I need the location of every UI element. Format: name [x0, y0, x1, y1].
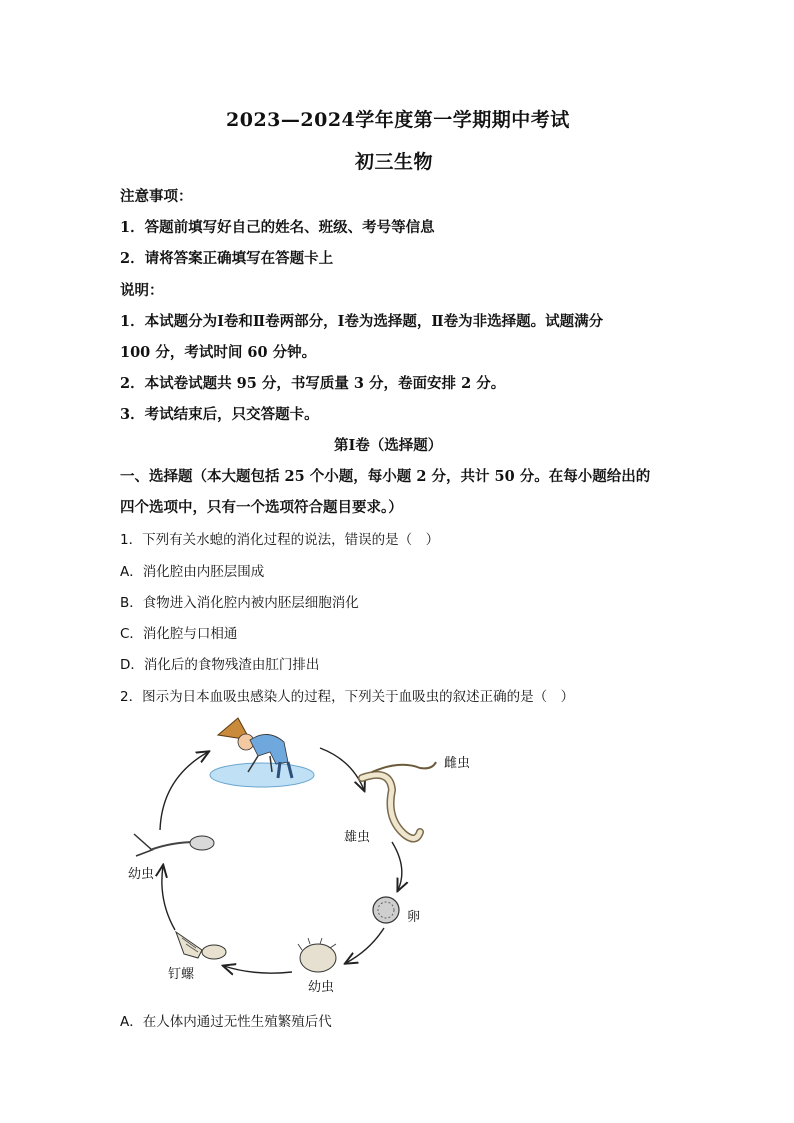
- farmer-in-water-illustration: [210, 718, 314, 787]
- explain-line: 100 分，考试时间 60 分钟。: [120, 344, 317, 361]
- egg-illustration: [373, 897, 399, 923]
- explain-line: 1．本试题分为Ⅰ卷和Ⅱ卷两部分，Ⅰ卷为选择题，Ⅱ卷为非选择题。试题满分: [120, 313, 604, 330]
- explain-heading: 说明：: [120, 282, 164, 299]
- notice-heading: 注意事项：: [120, 188, 193, 205]
- cycle-arrow: [224, 966, 292, 973]
- label-larva-miracidium: 幼虫: [308, 980, 335, 995]
- notice-item: 1．答题前填写好自己的姓名、班级、考号等信息: [120, 219, 435, 236]
- part1-instruction: 四个选项中，只有一个选项符合题目要求。）: [120, 499, 403, 516]
- label-male-worm: 雄虫: [344, 830, 371, 845]
- question-1-option-c: C．消化腔与口相通: [120, 626, 238, 642]
- snail-illustration: [176, 932, 226, 959]
- cycle-arrow: [392, 842, 402, 890]
- cercaria-larva-illustration: [134, 834, 214, 856]
- adult-worm-illustration: [362, 762, 436, 839]
- cycle-arrow: [320, 748, 364, 790]
- cycle-arrow: [346, 928, 384, 963]
- question-1-stem: 1．下列有关水螅的消化过程的说法，错误的是（ ）: [120, 532, 440, 548]
- cycle-arrow: [160, 752, 208, 830]
- miracidium-larva-illustration: [298, 938, 336, 972]
- part1-heading: 第Ⅰ卷（选择题）: [334, 437, 443, 454]
- explain-line: 2．本试卷试题共 95 分，书写质量 3 分，卷面安排 2 分。: [120, 375, 506, 392]
- label-larva-cercaria: 幼虫: [128, 867, 155, 882]
- cycle-arrow: [162, 866, 175, 930]
- exam-title: 2023—2024学年度第一学期期中考试: [226, 109, 570, 131]
- question-1-option-d: D．消化后的食物残渣由肛门排出: [120, 657, 320, 673]
- explain-line: 3．考试结束后，只交答题卡。: [120, 406, 319, 423]
- part1-instruction: 一、选择题（本大题包括 25 个小题，每小题 2 分，共计 50 分。在每小题给出的: [120, 468, 651, 485]
- question-1-option-a: A．消化腔由内胚层围成: [120, 564, 265, 580]
- label-egg: 卵: [407, 910, 421, 925]
- notice-item: 2．请将答案正确填写在答题卡上: [120, 250, 334, 267]
- question-1-option-b: B．食物进入消化腔内被内胚层细胞消化: [120, 595, 359, 611]
- label-female-worm: 雌虫: [444, 756, 471, 771]
- exam-subtitle: 初三生物: [355, 151, 434, 173]
- question-2-option-a: A．在人体内通过无性生殖繁殖后代: [120, 1014, 332, 1030]
- label-snail: 钉螺: [168, 967, 195, 982]
- question-2-stem: 2．图示为日本血吸虫感染人的过程，下列关于血吸虫的叙述正确的是（ ）: [120, 689, 575, 705]
